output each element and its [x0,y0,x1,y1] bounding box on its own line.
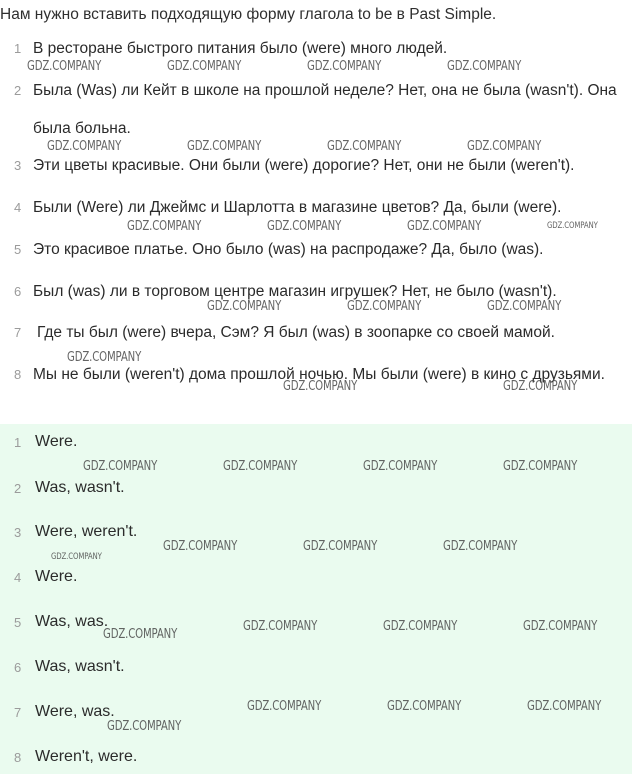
watermark: GDZ.COMPANY [47,139,122,154]
question-number: 5 [14,242,22,257]
watermark: GDZ.COMPANY [283,379,358,394]
answer-number: 1 [14,435,22,450]
question-text: Эти цветы красивые. Они были (were) дорогие? Нет, они не были (weren't). [33,157,575,174]
watermark: GDZ.COMPANY [547,221,598,231]
answer-text: Were. [35,433,78,450]
watermark: GDZ.COMPANY [207,299,282,314]
question-text: Где ты был (were) вчера, Сэм? Я был (was) в зоопарке со своей мамой. [37,324,555,341]
watermark: GDZ.COMPANY [527,699,602,714]
watermark: GDZ.COMPANY [163,539,238,554]
question-text: Была (Was) ли Кейт в школе на прошлой неделе? Нет, она не была (wasn't). Она была больна. [33,82,617,137]
watermark: GDZ.COMPANY [443,539,518,554]
watermark: GDZ.COMPANY [187,139,262,154]
answer-number: 8 [14,750,22,765]
watermark: GDZ.COMPANY [407,219,482,234]
question-number: 1 [14,41,22,56]
watermark: GDZ.COMPANY [363,459,438,474]
answer-text: Was, wasn't. [35,658,125,675]
watermark: GDZ.COMPANY [447,59,522,74]
watermark: GDZ.COMPANY [503,459,578,474]
question-number: 2 [14,83,22,98]
page-title: Нам нужно вставить подходящую форму глагола to be в Past Simple. [0,6,497,23]
question-text: В ресторане быстрого питания было (were) много людей. [33,40,448,57]
question-text: Это красивое платье. Оно было (was) на распродаже? Да, было (was). [33,241,544,258]
answer-number: 3 [14,525,22,540]
watermark: GDZ.COMPANY [467,139,542,154]
watermark: GDZ.COMPANY [83,459,158,474]
watermark: GDZ.COMPANY [307,59,382,74]
watermark: GDZ.COMPANY [487,299,562,314]
watermark: GDZ.COMPANY [347,299,422,314]
answer-number: 5 [14,615,22,630]
question-text: Был (was) ли в торговом центре магазин игрушек? Нет, не было (wasn't). [33,283,557,300]
answers-panel [0,424,632,774]
watermark: GDZ.COMPANY [127,219,202,234]
watermark: GDZ.COMPANY [107,719,182,734]
answer-number: 4 [14,570,22,585]
question-number: 8 [14,367,22,382]
answer-number: 7 [14,705,22,720]
answer-text: Was, was. [35,613,109,630]
watermark: GDZ.COMPANY [303,539,378,554]
watermark: GDZ.COMPANY [167,59,242,74]
watermark: GDZ.COMPANY [51,552,102,562]
answer-text: Were, was. [35,703,115,720]
question-number: 3 [14,158,22,173]
answer-text: Were. [35,568,78,585]
question-number: 4 [14,200,22,215]
answer-number: 2 [14,481,22,496]
answer-number: 6 [14,660,22,675]
question-text: Мы не были (weren't) дома прошлой ночью. Мы были (were) в кино с друзьями. [33,366,605,383]
question-text: Были (Were) ли Джеймс и Шарлотта в магазине цветов? Да, были (were). [33,199,562,216]
watermark: GDZ.COMPANY [103,627,178,642]
watermark: GDZ.COMPANY [67,350,142,365]
answer-text: Was, wasn't. [35,479,125,496]
question-number: 7 [14,325,22,340]
answer-text: Weren't, were. [35,748,138,765]
watermark: GDZ.COMPANY [523,619,598,634]
watermark: GDZ.COMPANY [223,459,298,474]
watermark: GDZ.COMPANY [27,59,102,74]
answer-text: Were, weren't. [35,523,138,540]
watermark: GDZ.COMPANY [327,139,402,154]
watermark: GDZ.COMPANY [503,379,578,394]
watermark: GDZ.COMPANY [387,699,462,714]
watermark: GDZ.COMPANY [243,619,318,634]
watermark: GDZ.COMPANY [267,219,342,234]
watermark: GDZ.COMPANY [383,619,458,634]
watermark: GDZ.COMPANY [247,699,322,714]
question-number: 6 [14,284,22,299]
